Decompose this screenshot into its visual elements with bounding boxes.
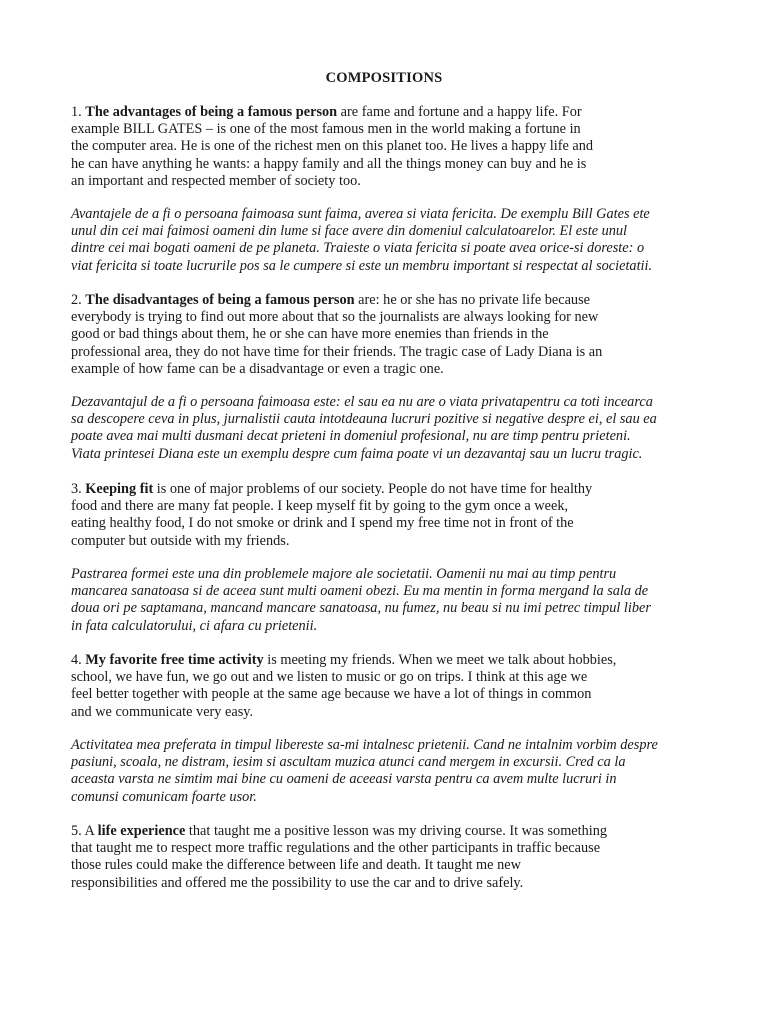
section-4-romanian xyxy=(71,737,658,806)
text-line: feel better together with people at the same age because we have a lot of things in common xyxy=(71,686,592,703)
text-line: Avantajele de a fi o persoana faimoasa sunt faima, averea si viata fericita. De exemplu Bill Gates ete xyxy=(71,206,650,222)
text-line: computer but outside with my friends. xyxy=(71,532,290,549)
document-title: COMPOSITIONS xyxy=(325,70,443,86)
section-5-english xyxy=(71,823,607,892)
text-line: poate avea mai multi dusmani decat prieteni in domeniul profesional, nu are timp pentru prieteni. xyxy=(71,428,631,445)
text-line: school, we have fun, we go out and we listen to music or go on trips. I think at this age we xyxy=(71,669,588,686)
text-line: doua ori pe saptamana, mancand mancare sanatoasa, nu fumez, nu beau si nu imi petrec timpul liber xyxy=(71,600,651,617)
text-line: food and there are many fat people. I keep myself fit by going to the gym once a week, xyxy=(71,498,569,515)
text-line: everybody is trying to find out more about that so the journalists are always looking for new xyxy=(71,309,599,326)
text-line: the computer area. He is one of the richest men on this planet too. He lives a happy life and xyxy=(71,138,594,155)
text-line: 1. The advantages of being a famous person are fame and fortune and a happy life. For xyxy=(71,104,582,120)
section-2-romanian xyxy=(71,394,657,463)
text-line: 4. My favorite free time activity is meeting my friends. When we meet we talk about hobbies, xyxy=(71,652,617,668)
text-line: comunsi comunicam foarte usor. xyxy=(71,788,257,805)
text-line: pasiuni, scoala, ne distram, iesim si ascultam muzica atunci cand mergem in excursii. Cred ca la xyxy=(71,754,626,771)
text-line: responsibilities and offered me the possibility to use the car and to drive safely. xyxy=(71,874,524,891)
section-heading: Keeping fit xyxy=(85,481,154,497)
text-line: sa descopere ceva in plus, jurnalistii cauta intotdeauna lucruri pozitive si negative despre ei, el sau ea xyxy=(71,411,657,428)
section-2-english xyxy=(71,292,602,378)
section-1-english xyxy=(71,104,593,190)
text-line: professional area, they do not have time for their friends. The tragic case of Lady Diana is an xyxy=(71,343,603,360)
text-line: that taught me to respect more traffic regulations and the other participants in traffic because xyxy=(71,840,601,857)
text-line: dintre cei mai bogati oameni de pe planeta. Traieste o viata fericita si poate avea orice-si doreste: o xyxy=(71,240,645,257)
text-line: aceasta varsta ne simtim mai bine cu oameni de aceeasi varsta pentru ca avem multe lucruri in xyxy=(71,771,617,788)
text-line: viat fericita si toate lucrurile pos sa le cumpere si este un membru important si respectat al societatii. xyxy=(71,257,653,274)
text-line: 5. A life experience that taught me a positive lesson was my driving course. It was something xyxy=(71,823,608,839)
text-line: Dezavantajul de a fi o persoana faimoasa este: el sau ea nu are o viata privatapentru ca toti incearca xyxy=(71,394,653,410)
text-line: 2. The disadvantages of being a famous person are: he or she has no private life because xyxy=(71,292,590,308)
section-heading: The disadvantages of being a famous person xyxy=(85,292,355,308)
text-line: Viata printesei Diana este un exemplu despre cum faima poate vi un dezavantaj sau un lucru tragic. xyxy=(71,445,643,462)
section-4-english xyxy=(71,652,616,721)
text-line: those rules could make the difference between life and death. It taught me new xyxy=(71,857,521,874)
text-line: an important and respected member of society too. xyxy=(71,172,361,189)
section-3-romanian xyxy=(71,566,651,635)
text-line: example BILL GATES – is one of the most famous men in the world making a fortune in xyxy=(71,121,581,138)
text-line: Activitatea mea preferata in timpul libereste sa-mi intalnesc prietenii. Cand ne intalnim vorbim despre xyxy=(71,737,658,753)
text-line: good or bad things about them, he or she can have more enemies than friends in the xyxy=(71,326,549,343)
text-line: mancarea sanatoasa si de aceea sunt multi oameni obezi. Eu ma mentin in forma mergand la sala de xyxy=(71,583,649,600)
text-line: 3. Keeping fit is one of major problems of our society. People do not have time for healthy xyxy=(71,481,593,497)
text-line: eating healthy food, I do not smoke or drink and I spend my free time not in front of the xyxy=(71,515,574,532)
text-line: and we communicate very easy. xyxy=(71,703,254,720)
text-line: Pastrarea formei este una din problemele majore ale societatii. Oamenii nu mai au timp pentru xyxy=(71,566,617,582)
section-heading: life experience xyxy=(97,823,186,839)
text-line: example of how fame can be a disadvantage or even a tragic one. xyxy=(71,360,444,377)
section-3-english xyxy=(71,481,592,550)
section-heading: My favorite free time activity xyxy=(85,652,264,668)
section-1-romanian xyxy=(71,206,652,275)
text-line: he can have anything he wants: a happy family and all the things money can buy and he is xyxy=(71,155,587,172)
text-line: in fata calculatorului, ci afara cu prietenii. xyxy=(71,617,318,634)
text-line: unul din cei mai faimosi oameni din lume si face avere din domeniul calculatoarelor. El este unul xyxy=(71,223,628,240)
section-heading: The advantages of being a famous person xyxy=(85,104,338,120)
